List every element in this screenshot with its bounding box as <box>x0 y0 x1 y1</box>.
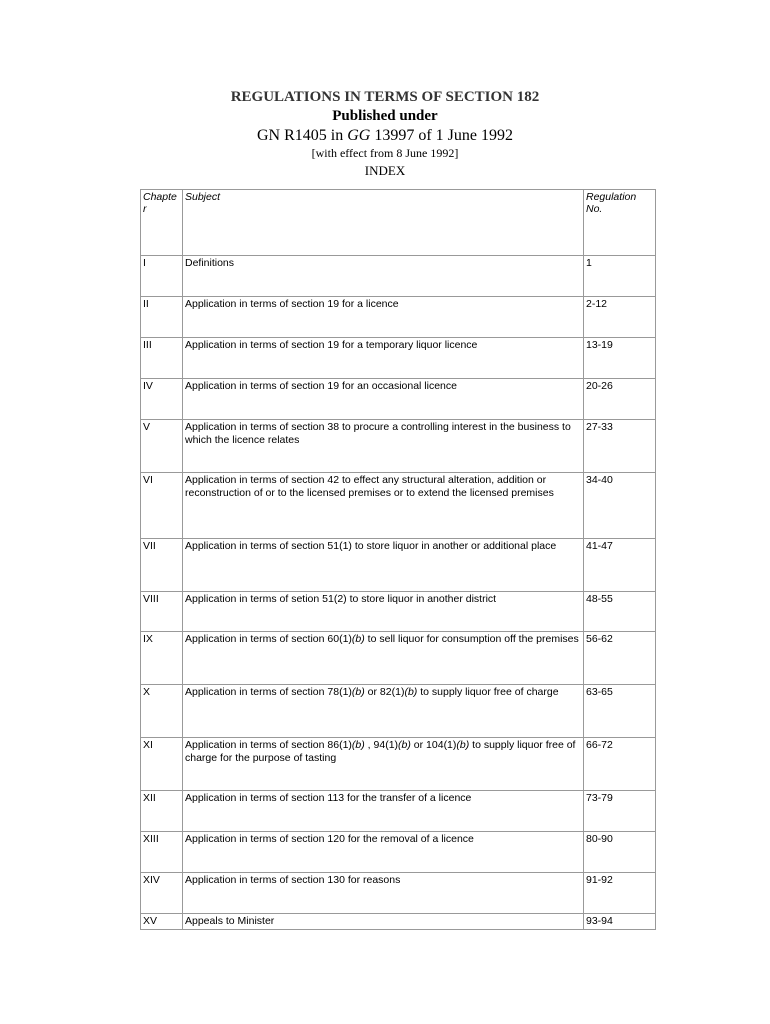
subject-cell: Appeals to Minister <box>183 914 584 930</box>
table-header-row <box>141 190 656 256</box>
table-row <box>141 791 656 832</box>
table-row <box>141 832 656 873</box>
chapter-cell: II <box>141 297 183 338</box>
table-row <box>141 685 656 738</box>
subject-header: Subject <box>183 190 584 256</box>
subject-cell: Application in terms of section 19 for a temporary liquor licence <box>183 338 584 379</box>
table-row <box>141 256 656 297</box>
table-row <box>141 420 656 473</box>
chapter-cell: IV <box>141 379 183 420</box>
regulation-cell: 27-33 <box>584 420 656 473</box>
gazette-suffix: 13997 of 1 June 1992 <box>370 127 513 144</box>
chapter-cell: XIII <box>141 832 183 873</box>
subject-cell: Application in terms of section 38 to procure a controlling interest in the business to which the licence relates <box>183 420 584 473</box>
table-row <box>141 297 656 338</box>
subject-cell: Application in terms of section 51(1) to store liquor in another or additional place <box>183 539 584 592</box>
table-row <box>141 873 656 914</box>
gazette-reference <box>0 126 770 146</box>
subject-cell: Application in terms of section 130 for reasons <box>183 873 584 914</box>
chapter-cell: III <box>141 338 183 379</box>
table-row <box>141 738 656 791</box>
subject-cell: Application in terms of section 86(1)(b) , 94(1)(b) or 104(1)(b) to supply liquor free of charge for the purpose of tasting <box>183 738 584 791</box>
chapter-cell: V <box>141 420 183 473</box>
regulation-cell: 13-19 <box>584 338 656 379</box>
regulation-cell: 66-72 <box>584 738 656 791</box>
regulation-cell: 34-40 <box>584 473 656 539</box>
document-header <box>0 88 770 180</box>
chapter-cell: VII <box>141 539 183 592</box>
table-row <box>141 914 656 930</box>
subject-cell: Application in terms of section 42 to effect any structural alteration, addition or reconstruction of or to the licensed premises or to extend the licensed premises <box>183 473 584 539</box>
gazette-gg: GG <box>347 127 371 144</box>
index-heading: INDEX <box>364 163 406 178</box>
chapter-cell: XII <box>141 791 183 832</box>
chapter-header: Chapte r <box>141 190 183 256</box>
regulation-cell: 20-26 <box>584 379 656 420</box>
chapter-cell: VI <box>141 473 183 539</box>
regulation-cell: 2-12 <box>584 297 656 338</box>
regulation-cell: 48-55 <box>584 592 656 632</box>
regulation-cell: 1 <box>584 256 656 297</box>
table-row <box>141 338 656 379</box>
subject-cell: Application in terms of section 78(1)(b) or 82(1)(b) to supply liquor free of charge <box>183 685 584 738</box>
subject-cell: Application in terms of setion 51(2) to store liquor in another district <box>183 592 584 632</box>
document-title: REGULATIONS IN TERMS OF SECTION 182 <box>230 89 540 105</box>
subject-cell: Application in terms of section 113 for the transfer of a licence <box>183 791 584 832</box>
published-under: Published under <box>332 108 438 124</box>
table-row <box>141 473 656 539</box>
index-table <box>140 189 656 930</box>
table-row <box>141 592 656 632</box>
subject-cell: Application in terms of section 19 for a licence <box>183 297 584 338</box>
chapter-cell: XI <box>141 738 183 791</box>
table-row <box>141 379 656 420</box>
regulation-cell: 56-62 <box>584 632 656 685</box>
regulation-cell: 73-79 <box>584 791 656 832</box>
regulation-header: Regulation No. <box>584 190 656 256</box>
chapter-cell: XV <box>141 914 183 930</box>
table-row <box>141 632 656 685</box>
subject-cell: Definitions <box>183 256 584 297</box>
subject-cell: Application in terms of section 120 for the removal of a licence <box>183 832 584 873</box>
chapter-cell: XIV <box>141 873 183 914</box>
subject-cell: Application in terms of section 60(1)(b) to sell liquor for consumption off the premises <box>183 632 584 685</box>
regulation-cell: 80-90 <box>584 832 656 873</box>
table-body <box>141 256 656 930</box>
table-row <box>141 539 656 592</box>
chapter-cell: I <box>141 256 183 297</box>
regulation-cell: 63-65 <box>584 685 656 738</box>
regulation-cell: 41-47 <box>584 539 656 592</box>
gazette-prefix: GN R1405 in <box>257 127 348 144</box>
regulation-cell: 93-94 <box>584 914 656 930</box>
effective-date: [with effect from 8 June 1992] <box>311 146 459 160</box>
chapter-cell: VIII <box>141 592 183 632</box>
regulation-cell: 91-92 <box>584 873 656 914</box>
chapter-cell: X <box>141 685 183 738</box>
chapter-cell: IX <box>141 632 183 685</box>
subject-cell: Application in terms of section 19 for an occasional licence <box>183 379 584 420</box>
